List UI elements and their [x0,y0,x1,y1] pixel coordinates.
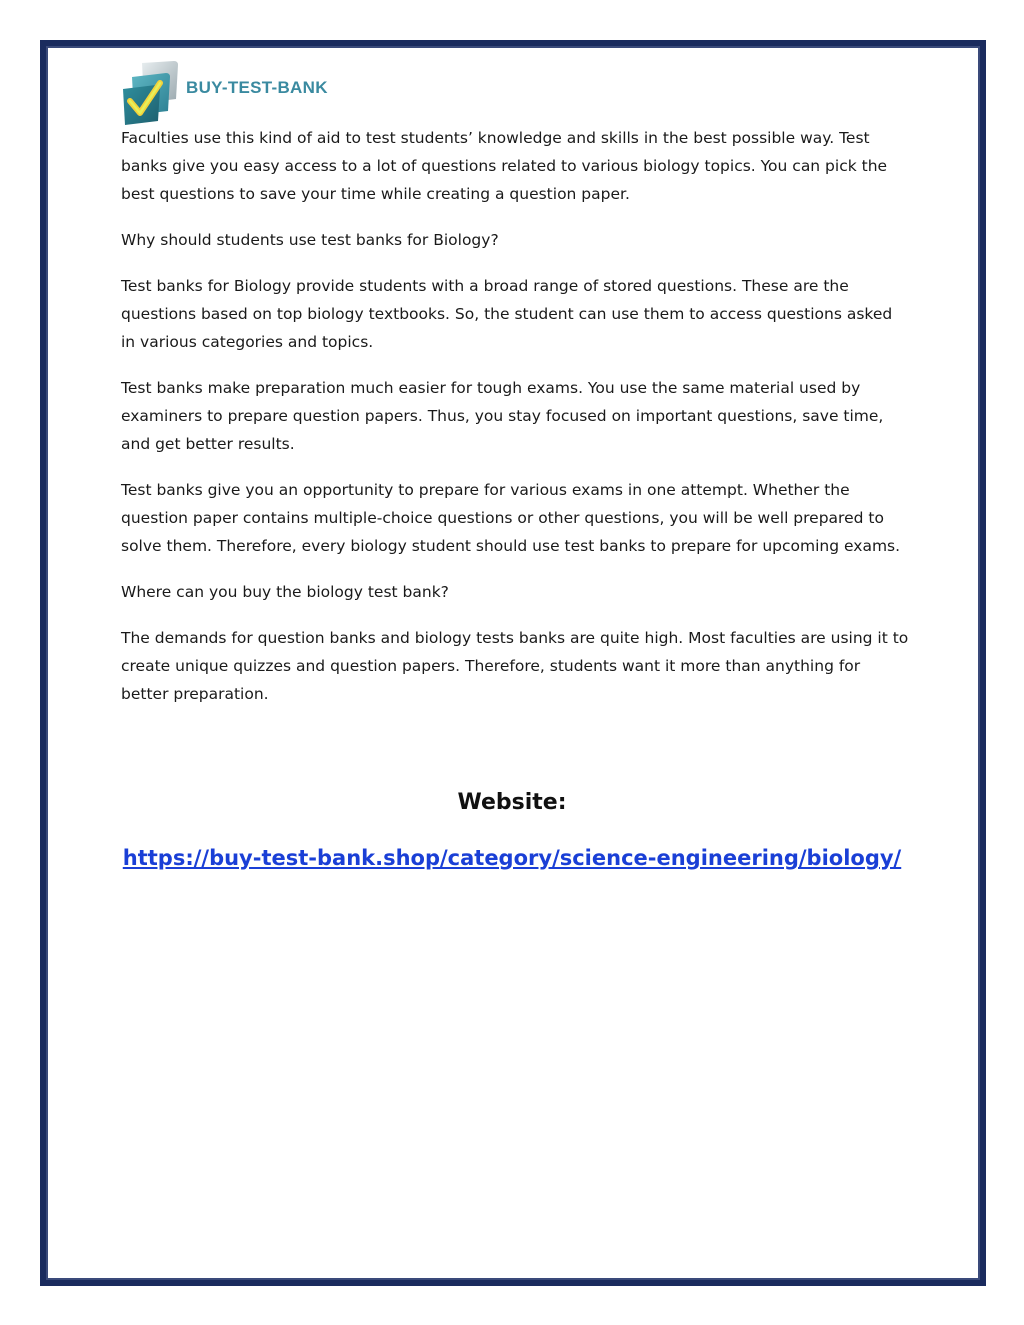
paragraph: Test banks give you an opportunity to prepare for various exams in one attempt. Whether the question paper contains multiple-choice questions or other questions, you will be well prepared to solve them. Therefore, every biology student should use test banks to prepare for upcoming exams. [121,481,901,555]
brand-logo [120,58,328,128]
paragraph: Test banks make preparation much easier for tough exams. You use the same material used by examiners to prepare question papers. Thus, you stay focused on important questions, save time, and get better results. [121,379,884,453]
article-body [121,124,911,726]
section-question: Where can you buy the biology test bank? [121,583,449,601]
website-link[interactable]: https://buy-test-bank.shop/category/science-engineering/biology/ [122,846,902,870]
website-heading: Website: [457,790,567,815]
brand-logo-text: BUY-TEST-BANK [186,78,328,97]
paragraph: The demands for question banks and biology tests banks are quite high. Most faculties are using it to create unique quizzes and question papers. Therefore, students want it more than anything for better preparation. [121,629,909,703]
paragraph: Faculties use this kind of aid to test students’ knowledge and skills in the best possible way. Test banks give you easy access to a lot of questions related to various biology topics. You can pick the best questions to save your time while creating a question paper. [121,129,888,203]
section-question: Why should students use test banks for Biology? [121,231,499,249]
paragraph: Test banks for Biology provide students with a broad range of stored questions. These are the questions based on top biology textbooks. So, the student can use them to access questions asked in various categories and topics. [121,277,893,351]
checkmark-book-logo-icon [120,59,180,127]
